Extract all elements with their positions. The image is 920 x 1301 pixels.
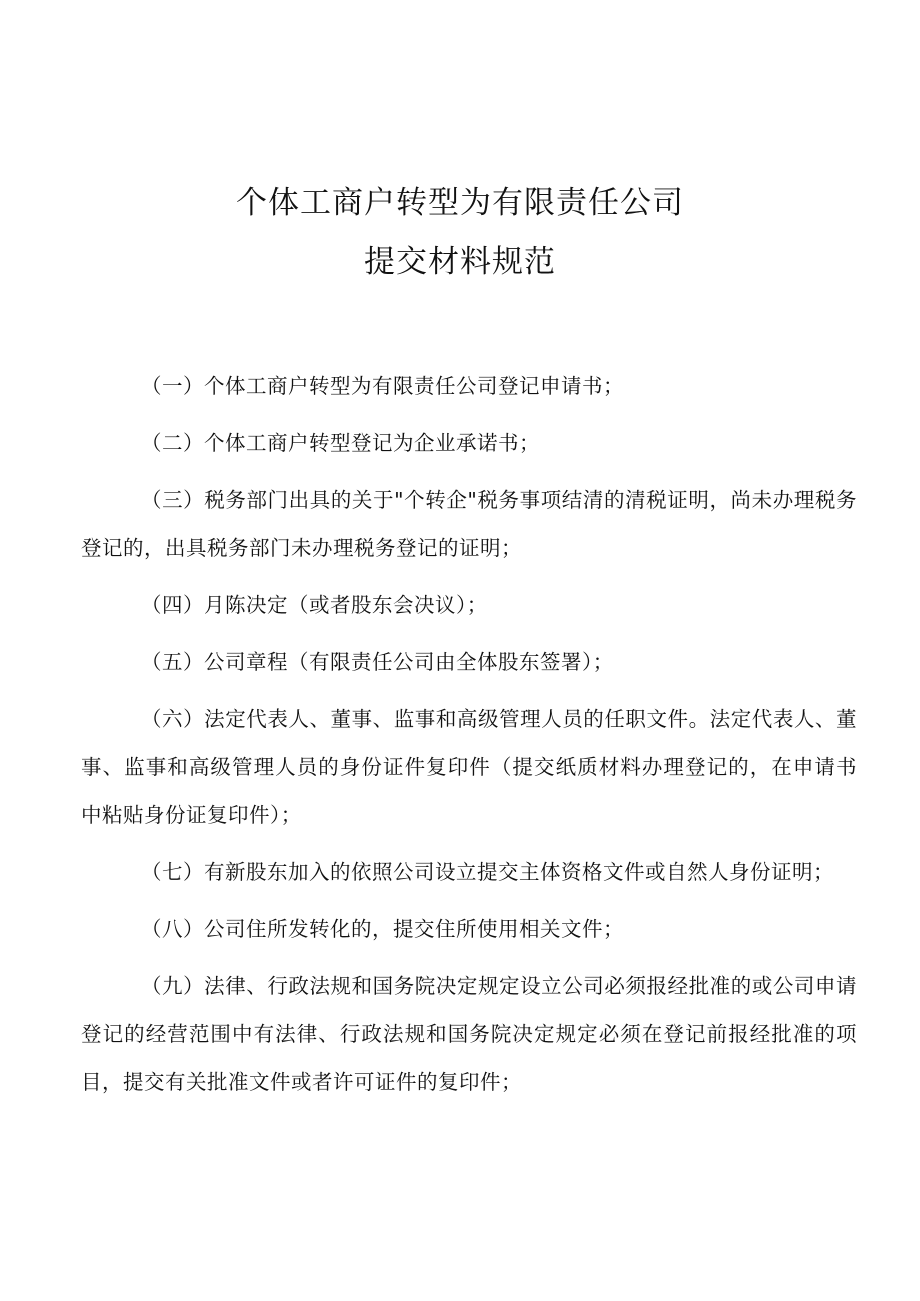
- document-title-line-1: 个体工商户转型为有限责任公司: [236, 185, 684, 221]
- item-3-paragraph: （三）税务部门出具的关于"个转企"税务事项结清的清税证明，尚未办理税务登记的，出具税务部门未办理税务登记的证明；: [81, 488, 857, 560]
- item-4-paragraph: （四）月陈决定（或者股东会决议）；: [141, 593, 488, 617]
- item-7-paragraph: （七）有新股东加入的依照公司设立提交主体资格文件或自然人身份证明；: [141, 860, 834, 884]
- item-1-paragraph: （一）个体工商户转型为有限责任公司登记申请书；: [141, 374, 624, 398]
- document-title-line-2: 提交材料规范: [364, 244, 556, 280]
- document-body: [81, 362, 857, 1106]
- item-9-paragraph: （九）法律、行政法规和国务院决定规定设立公司必须报经批准的或公司申请登记的经营范围中有法律、行政法规和国务院决定规定必须在登记前报经批准的项目，提交有关批准文件或者许可证件的复印件；: [81, 974, 857, 1094]
- item-2-paragraph: （二）个体工商户转型登记为企业承诺书；: [141, 431, 540, 455]
- item-6-paragraph: （六）法定代表人、董事、监事和高级管理人员的任职文件。法定代表人、董事、监事和高级管理人员的身份证件复印件（提交纸质材料办理登记的，在申请书中粘贴身份证复印件）；: [81, 707, 857, 827]
- item-8-paragraph: （八）公司住所发转化的，提交住所使用相关文件；: [141, 917, 624, 941]
- item-5-paragraph: （五）公司章程（有限责任公司由全体股东签署）；: [141, 650, 614, 674]
